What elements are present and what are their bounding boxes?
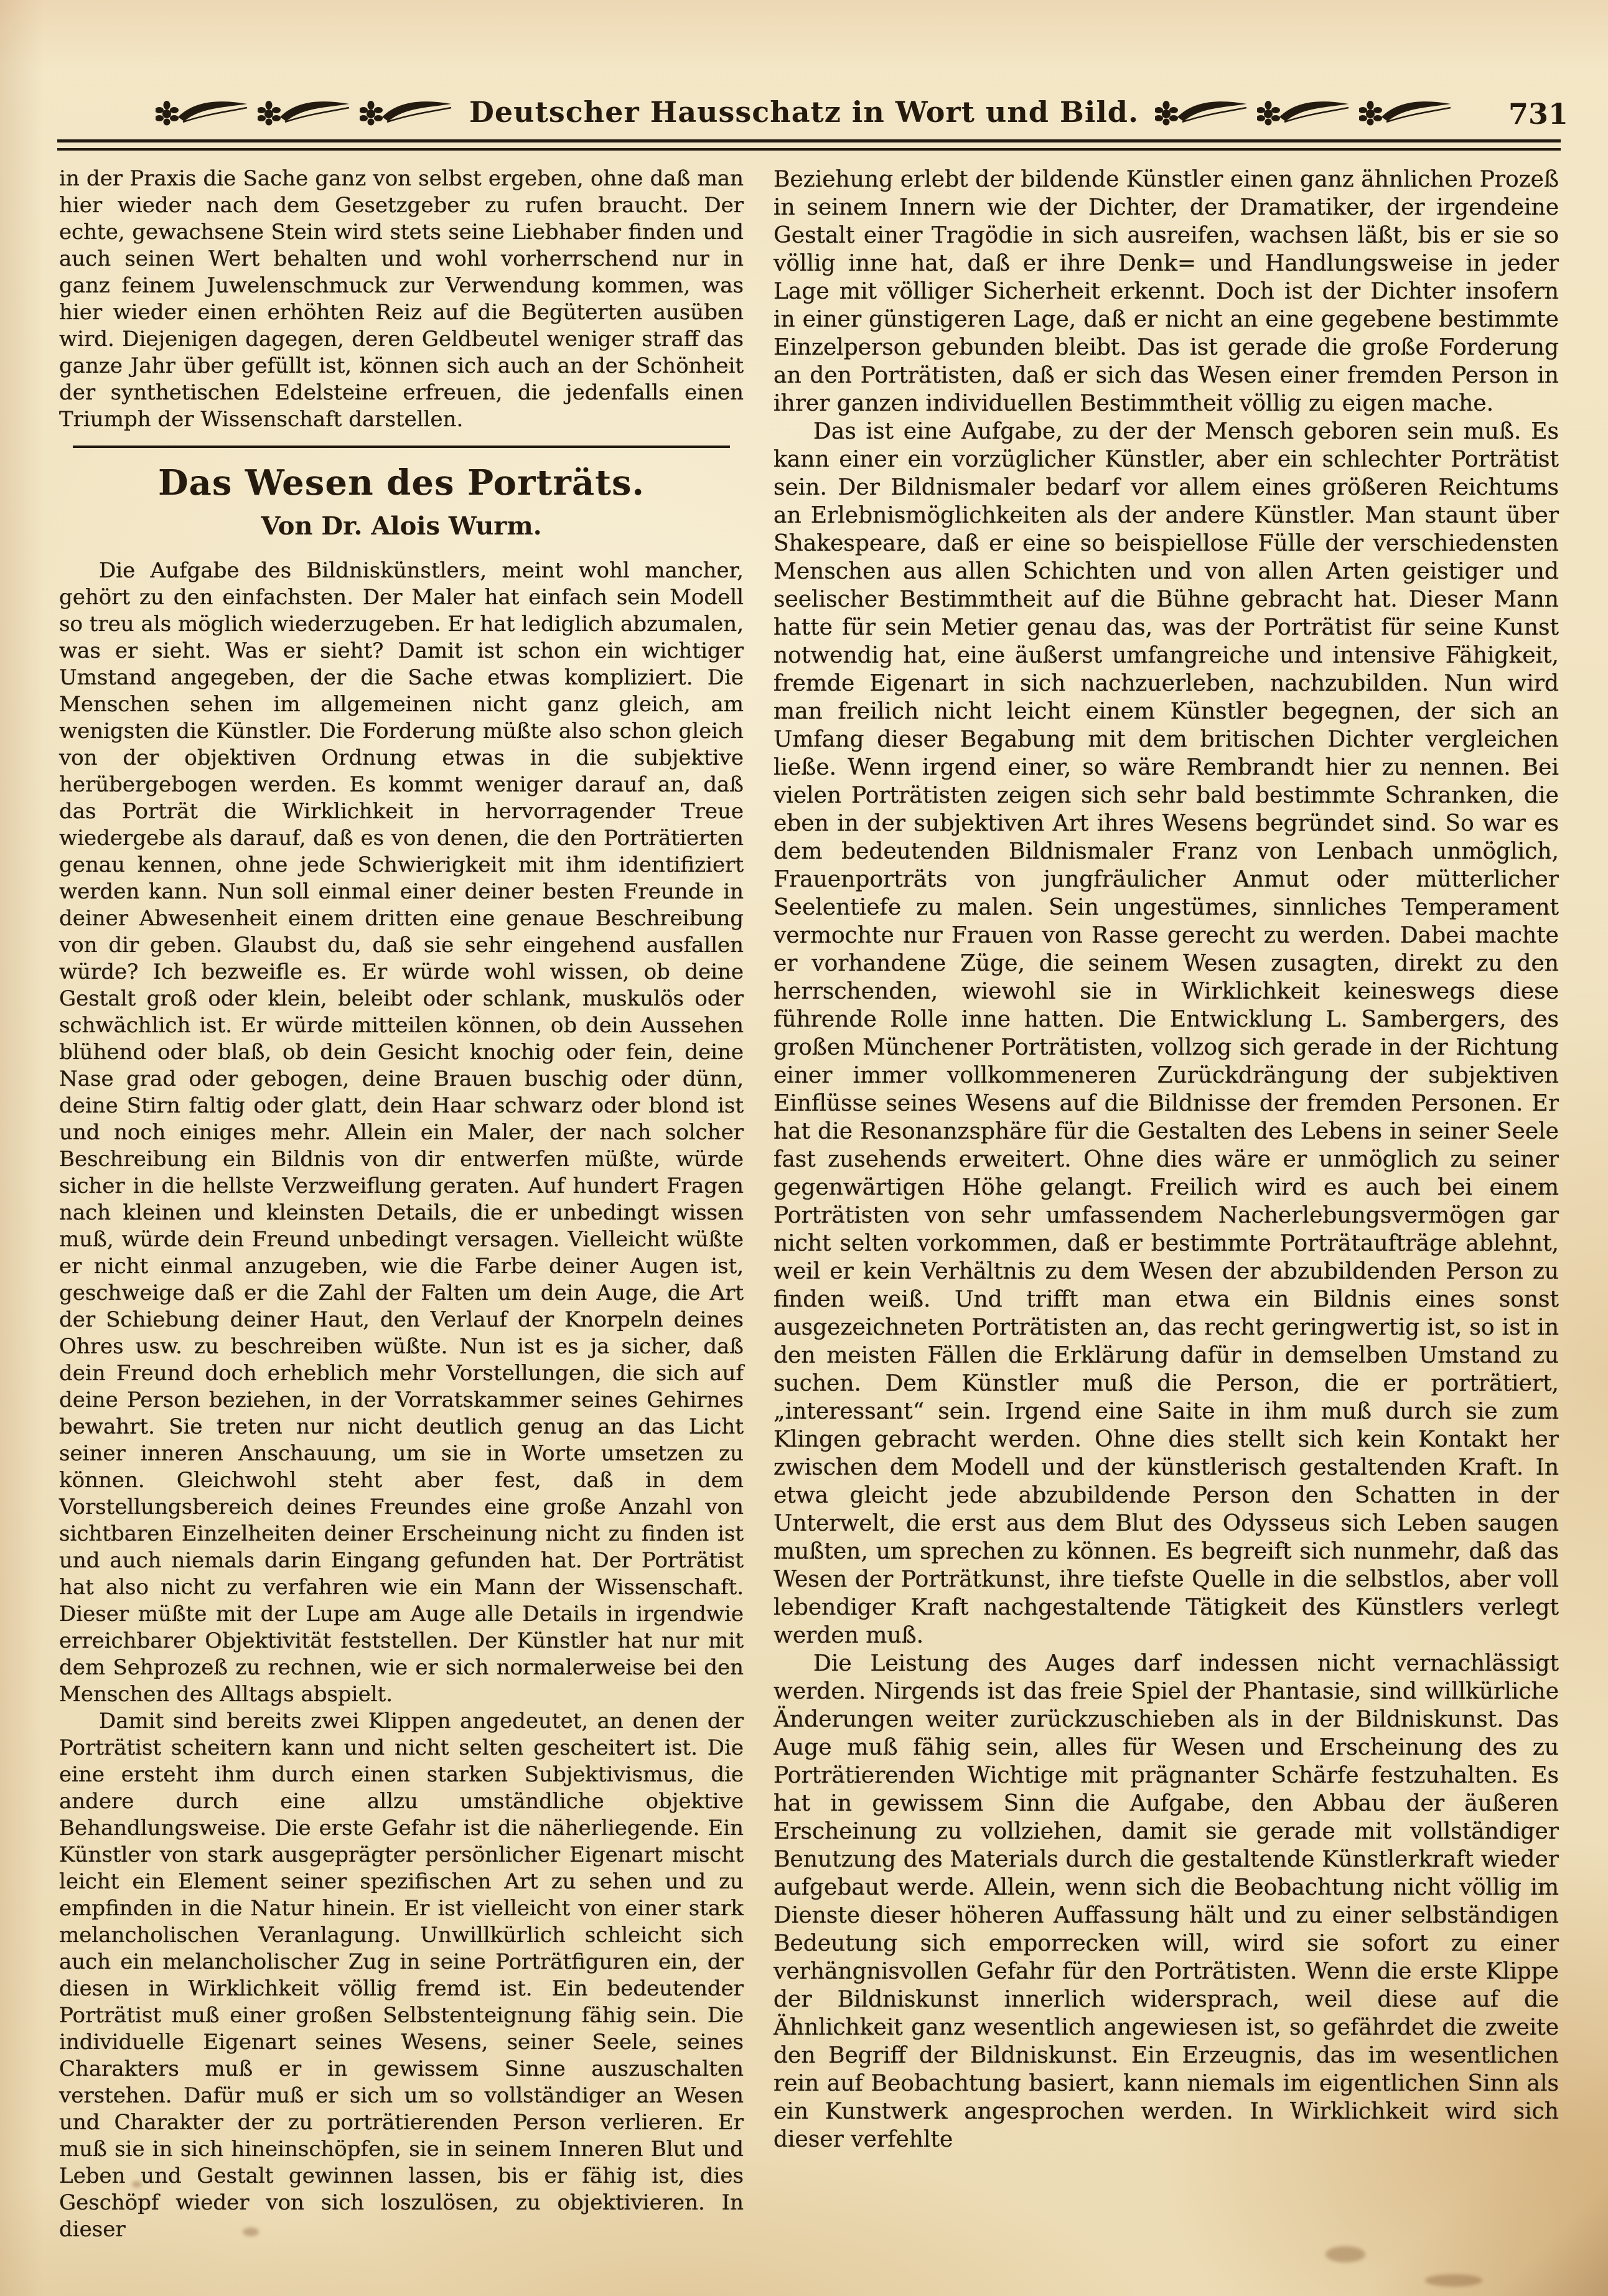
article-paragraph: Damit sind bereits zwei Klippen angedeutet, an denen der Porträtist scheitern kann und nicht selten gescheitert ist. Die eine ersteht ihm durch einen starken Subjektivismus, die andere durch eine allzu umständliche objektive Behandlungsweise. Die erste Gefahr ist die näherliegende. Ein Künstler von stark ausgeprägter persönlicher Eigenart mischt leicht ein Element seiner spezifischen Art zu sehen und zu empfinden in die Natur hinein. Er ist vielleicht von einer stark melancholischen Veranlagung. Unwillkürlich schleicht sich auch ein melancholischer Zug in seine Porträtfiguren ein, der diesen in Wirklichkeit völlig fremd ist. Ein bedeutender Porträtist muß einer großen Selbstenteignung fähig sein. Die individuelle Eigenart seines Wesens, seiner Seele, seines Charakters muß er in gewissem Sinne auszuschalten verstehen. Dafür muß er sich um so vollständiger an Wesen und Charakter der zu porträtierenden Person verlieren. Er muß sie in sich hineinschöpfen, sie in seinem Inneren Blut und Leben und Gestalt gewinnen lassen, bis er fähig ist, dies Geschöpf wieder von sich loszulösen, zu objektivieren. In dieser [59,1709,744,2242]
article-paragraph: Beziehung erlebt der bildende Künstler einen ganz ähnlichen Prozeß in seinem Innern wie der Dichter, der Dramatiker, der irgendeine Gestalt einer Tragödie in sich ausreifen, wachsen läßt, bis er sie so völlig inne hat, daß er ihre Denk= und Handlungsweise in jeder Lage mit völliger Sicherheit erkennt. Doch ist der Dichter insofern in einer günstigeren Lage, daß er nicht an eine gegebene bestimmte Einzelperson gebunden bleibt. Das ist gerade die große Forderung an den Porträtisten, daß er sich das Wesen einer fremden Person in ihrer ganzen individuellen Bestimmtheit völlig zu eigen mache. [774,167,1559,416]
ornament-group-left [156,98,453,126]
previous-article-closing-paragraph: in der Praxis die Sache ganz von selbst ergeben, ohne daß man hier wieder nach dem Gesetzgeber zu rufen braucht. Der echte, gewachsene Stein wird stets seine Liebhaber finden und auch seinen Wert behalten und wohl vorherrschend nur in ganz feinem Juwelenschmuck zur Verwendung kommen, was hier wieder einen erhöhten Reiz auf die Begüterten ausüben wird. Diejenigen dagegen, deren Geldbeutel weniger straff das ganze Jahr über gefüllt ist, können sich auch an der Schönheit der synthetischen Edelsteine erfreuen, die jedenfalls einen Triumph der Wissenschaft darstellen. [59,166,744,432]
page-number: 731 [1508,97,1568,131]
ornament-group-right [1155,98,1452,126]
floral-swash-icon [360,98,453,126]
journal-title: Deutscher Hausschatz in Wort und Bild. [469,95,1139,129]
floral-swash-icon [1257,98,1350,126]
article-paragraph: Die Leistung des Auges darf indessen nicht vernachlässigt werden. Nirgends ist das freie Spiel der Phantasie, sind willkürliche Änderungen weiter zurückzuschieben als in der Bildniskunst. Das Auge muß fähig sein, alles für Wesen und Erscheinung des zu Porträtierenden Wichtige mit prägnanter Schärfe festzuhalten. Es hat in gewissem Sinn die Aufgabe, den Abbau der äußeren Erscheinung zu vollziehen, damit sie gerade mit vollständiger Benutzung des Materials durch die gestaltende Künstlerkraft wieder aufgebaut werde. Allein, wenn sich die Beobachtung nicht völlig im Dienste dieser höheren Auffassung hält und zu einer selbständigen Bedeutung sich emporrecken will, wird sie sofort zu einer verhängnisvollen Gefahr für den Porträtisten. Wenn die erste Klippe der Bildniskunst innerlich widersprach, weil diese auf die Ähnlichkeit ganz wesentlich angewiesen ist, so gefährdet die zweite den Begriff der Bildniskunst. Ein Erzeugnis, das im wesentlichen rein auf Beobachtung basiert, kann niemals im eigentlichen Sinn als ein Kunstwerk angesprochen werden. In Wirklichkeit wird sich dieser verfehlte [774,1651,1559,2152]
paper-speck [1425,2274,1482,2287]
article-separator-rule [73,446,730,448]
header-double-rule [57,139,1561,151]
column-right [774,166,1559,2271]
article-paragraph: Das ist eine Aufgabe, zu der der Mensch geboren sein muß. Es kann einer ein vorzüglicher Künstler, aber ein schlechter Porträtist sein. Der Bildnismaler bedarf vor allem eines größeren Reichtums an Erlebnismöglichkeiten als der andere Künstler. Man staunt über Shakespeare, daß er eine so beispiellose Fülle der verschiedensten Menschen aus allen Schichten und von allen Arten geistiger und seelischer Bestimmtheit auf die Bühne gebracht hat. Dieser Mann hatte für sein Metier genau das, was der Porträtist für seine Kunst notwendig hat, eine äußerst umfangreiche und intensive Fähigkeit, fremde Eigenart in sich nachzuerleben, nachzubilden. Nun wird man freilich nicht leicht einem Künstler begegnen, der sich an Umfang dieser Begabung mit dem britischen Dichter vergleichen ließe. Wenn irgend einer, so wäre Rembrandt hier zu nennen. Bei vielen Porträtisten zeigen sich sehr bald bestimmte Schranken, die eben in der subjektiven Art ihres Wesens begründet sind. So war es dem bedeutenden Bildnismaler Franz von Lenbach unmöglich, Frauenporträts von jungfräulicher Anmut oder mütterlicher Seelentiefe zu malen. Sein ungestümes, sinnliches Temperament vermochte nur Frauen von Rasse gerecht zu werden. Dabei machte er vorhandene Züge, die seinem Wesen zusagten, direkt zu den herrschenden, wiewohl sie in Wirklichkeit keineswegs diese führende Rolle inne hatten. Die Entwicklung L. Sambergers, des großen Münchener Porträtisten, vollzog sich gerade in der Richtung einer immer vollkommeneren Zurückdrängung der subjektiven Einflüsse seines Wesens auf die Bildnisse der fremden Personen. Er hat die Resonanzsphäre für die Gestalten des Lebens in seiner Seele fast zusehends erweitert. Ohne dies wäre er unmöglich zu seiner gegenwärtigen Höhe gelangt. Freilich wird es auch bei einem Porträtisten von sehr umfassendem Nacherlebungsvermögen gar nicht selten vorkommen, daß er bestimmte Porträtaufträge ablehnt, weil er kein Verhältnis zu dem Wesen der abzubildenden Person zu finden weiß. Und trifft man etwa ein Bildnis eines sonst ausgezeichneten Porträtisten an, das recht geringwertig ist, so ist in den meisten Fällen die Erklärung dafür in demselben Umstand zu suchen. Dem Künstler muß die Person, die er porträtiert, „interessant“ sein. Irgend eine Saite in ihm muß durch sie zum Klingen gebracht werden. Ohne dies stellt sich kein Kontakt her zwischen dem Modell und der künstlerisch gestaltenden Kraft. In etwa gleicht jede abzubildende Person den Schatten in der Unterwelt, die erst aus dem Blut des Odysseus sich Leben saugen mußten, um sprechen zu können. Es begreift sich nunmehr, daß das Wesen der Porträtkunst, ihre tiefste Quelle in die selbstlos, aber voll lebendiger Kraft nachgestaltende Tätigkeit des Künstlers verlegt werden muß. [774,419,1559,1648]
floral-swash-icon [1359,98,1452,126]
article-paragraph: Die Aufgabe des Bildniskünstlers, meint wohl mancher, gehört zu den einfachsten. Der Maler hat einfach sein Modell so treu als möglich wiederzugeben. Er hat lediglich abzumalen, was er sieht. Was er sieht? Damit ist schon ein wichtiger Umstand angegeben, der die Sache etwas kompliziert. Die Menschen sehen im allgemeinen nicht ganz gleich, am wenigsten die Künstler. Die Forderung müßte also schon gleich von der objektiven Ordnung etwas in die subjektive herübergebogen werden. Es kommt weniger darauf an, daß das Porträt die Wirklichkeit in hervorragender Treue wiedergebe als darauf, daß es von denen, die den Porträtierten genau kennen, ohne jede Schwierigkeit mit ihm identifiziert werden kann. Nun soll einmal einer deiner besten Freunde in deiner Abwesenheit einem dritten eine genaue Beschreibung von dir geben. Glaubst du, daß sie sehr eingehend ausfallen würde? Ich bezweifle es. Er würde wohl wissen, ob deine Gestalt groß oder klein, beleibt oder schlank, muskulös oder schwächlich ist. Er würde mitteilen können, ob dein Aussehen blühend oder blaß, ob dein Gesicht knochig oder fein, deine Nase grad oder gebogen, deine Brauen buschig oder dünn, deine Stirn faltig oder glatt, dein Haar schwarz oder blond ist und noch einiges mehr. Allein ein Maler, der nach solcher Beschreibung ein Bildnis von dir entwerfen müßte, würde sicher in die hellste Verzweiflung geraten. Auf hundert Fragen nach kleinen und kleinsten Details, die er unbedingt wissen muß, würde dein Freund unbedingt versagen. Vielleicht wüßte er nicht einmal anzugeben, wie die Farbe deiner Augen ist, geschweige daß er die Zahl der Falten um dein Auge, die Art der Schiebung deiner Haut, den Verlauf der Knorpeln deines Ohres usw. zu beschreiben wüßte. Nun ist es ja sicher, daß dein Freund doch erheblich mehr Vorstellungen, die sich auf deine Person beziehen, in der Vorratskammer seines Gehirnes bewahrt. Sie treten nur nicht deutlich genug an das Licht seiner inneren Anschauung, um sie in Worte umsetzen zu können. Gleichwohl steht aber fest, daß in dem Vorstellungsbereich deines Freundes eine große Anzahl von sichtbaren Einzelheiten deiner Erscheinung nicht zu finden ist und auch niemals darin Eingang gefunden hat. Der Porträtist hat also nicht zu verfahren wie ein Mann der Wissenschaft. Dieser müßte mit der Lupe am Auge alle Details in irgendwie erreichbarer Objektivität feststellen. Der Künstler hat nur mit dem Sehprozeß zu rechnen, wie er sich normalerweise bei den Menschen des Alltags abspielt. [59,558,744,1707]
running-head [0,92,1608,132]
floral-swash-icon [156,98,249,126]
text-columns [59,166,1559,2271]
article-title: Das Wesen des Porträts. [157,462,645,503]
article-byline: Von Dr. Alois Wurm. [261,511,542,541]
column-left [59,166,744,2271]
floral-swash-icon [1155,98,1248,126]
floral-swash-icon [258,98,351,126]
